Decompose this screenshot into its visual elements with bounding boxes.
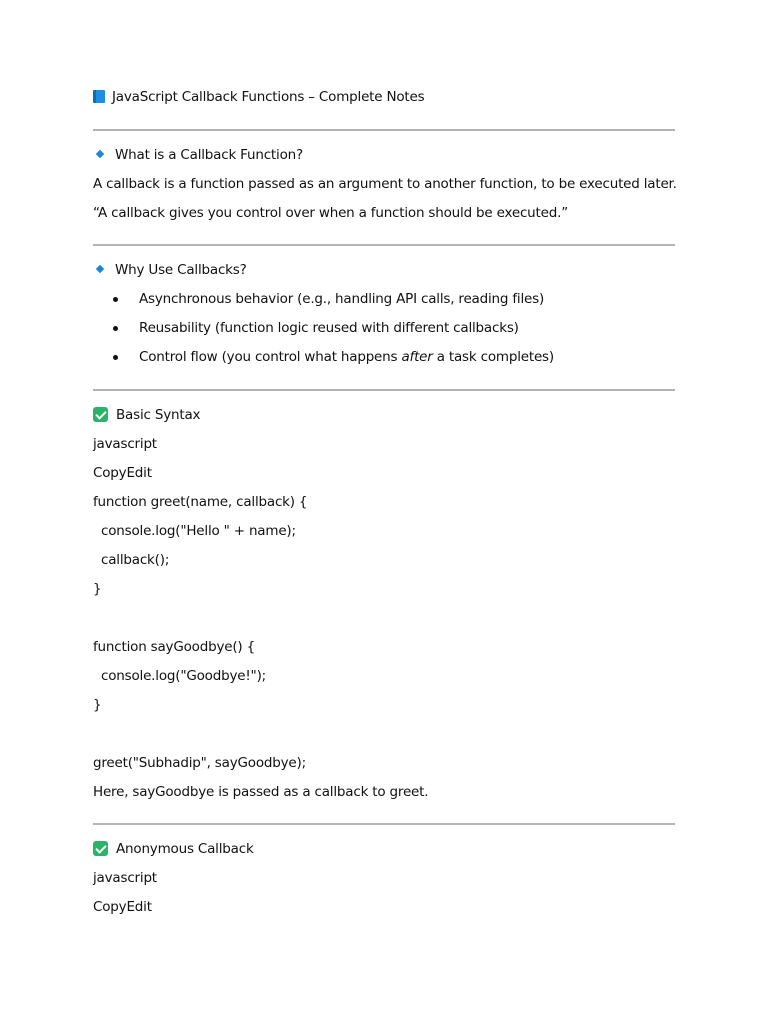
list-item: Asynchronous behavior (e.g., handling API calls, reading files) bbox=[139, 291, 545, 307]
divider bbox=[93, 244, 675, 246]
divider bbox=[93, 823, 675, 825]
code-line: function sayGoodbye() { bbox=[93, 639, 255, 655]
heading-text: Anonymous Callback bbox=[116, 841, 254, 857]
code-language-label: javascript bbox=[93, 436, 157, 452]
code-line: callback(); bbox=[101, 552, 170, 568]
heading-text: What is a Callback Function? bbox=[115, 147, 303, 163]
list-item-text: a task completes) bbox=[432, 349, 554, 365]
code-line: greet("Subhadip", sayGoodbye); bbox=[93, 755, 306, 771]
bullet-dot bbox=[113, 326, 118, 331]
code-line: } bbox=[93, 697, 102, 713]
heading-text: Basic Syntax bbox=[116, 407, 201, 423]
list-item-text: Control flow (you control what happens bbox=[139, 349, 402, 365]
paragraph-definition: A callback is a function passed as an argument to another function, to be executed later. bbox=[93, 176, 677, 192]
small-blue-diamond-icon bbox=[96, 265, 104, 273]
divider bbox=[93, 129, 675, 131]
list-item bbox=[139, 348, 554, 366]
check-mark-button-icon bbox=[93, 407, 108, 422]
bullet-dot bbox=[113, 355, 118, 360]
code-line: function greet(name, callback) { bbox=[93, 494, 308, 510]
code-language-label: javascript bbox=[93, 870, 157, 886]
heading-text: Why Use Callbacks? bbox=[115, 262, 247, 278]
section-heading-anonymous bbox=[93, 840, 254, 858]
small-blue-diamond-icon bbox=[96, 150, 104, 158]
list-item: Reusability (function logic reused with different callbacks) bbox=[139, 320, 519, 336]
copy-edit-label: CopyEdit bbox=[93, 899, 152, 915]
section-heading-syntax bbox=[93, 406, 200, 424]
paragraph-quote: “A callback gives you control over when a function should be executed.” bbox=[93, 205, 568, 221]
section-heading-what bbox=[93, 146, 303, 164]
code-line: } bbox=[93, 581, 102, 597]
paragraph-note: Here, sayGoodbye is passed as a callback to greet. bbox=[93, 784, 429, 800]
check-mark-button-icon bbox=[93, 841, 108, 856]
blue-book-icon bbox=[93, 90, 105, 103]
code-line: console.log("Goodbye!"); bbox=[101, 668, 266, 684]
title-text: JavaScript Callback Functions – Complete Notes bbox=[112, 89, 425, 105]
code-line: console.log("Hello " + name); bbox=[101, 523, 296, 539]
emphasis-text: after bbox=[401, 349, 433, 365]
bullet-dot bbox=[113, 297, 118, 302]
section-heading-why bbox=[93, 261, 247, 279]
document-title bbox=[93, 88, 424, 106]
copy-edit-label: CopyEdit bbox=[93, 465, 152, 481]
divider bbox=[93, 389, 675, 391]
